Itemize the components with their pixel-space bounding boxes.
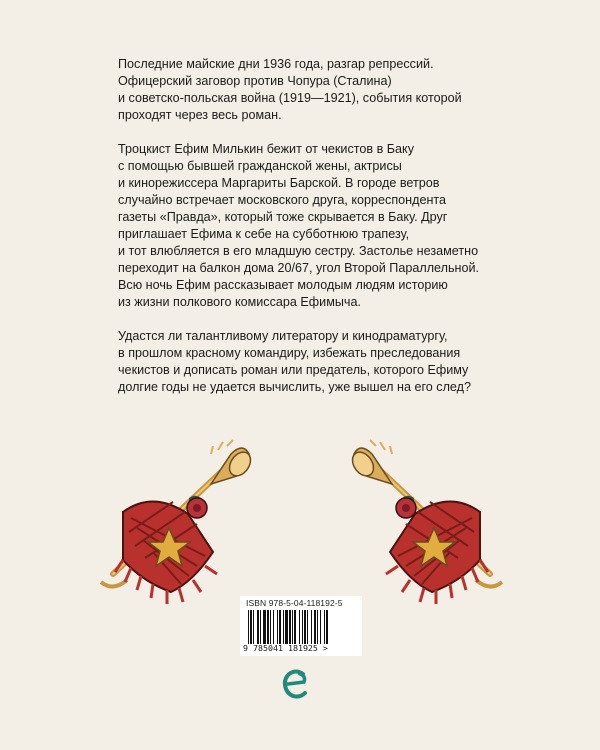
blurb-paragraph-3 (118, 328, 498, 396)
blurb-line: случайно встречает московского друга, корреспондента (118, 193, 447, 207)
blurb-line: Последние майские дни 1936 года, разгар репрессий. (118, 57, 434, 71)
blurb-line: Удастся ли талантливому литератору и кинодраматургу, (118, 329, 448, 343)
blurb-line: Офицерский заговор против Чопура (Сталина) (118, 74, 392, 88)
blurb-line: чекистов и дописать роман или предатель, которого Ефиму (118, 363, 469, 377)
blurb-line: проходят через весь роман. (118, 108, 282, 122)
blurb-line: Троцкист Ефим Милькин бежит от чекистов в Баку (118, 142, 414, 156)
rose-icon (396, 496, 416, 518)
blurb-line: и советско-польская война (1919—1921), события которой (118, 91, 462, 105)
barcode-bars (248, 610, 356, 644)
blurb-line: долгие годы не удается вычислить, уже вышел на его след? (118, 380, 472, 394)
blurb-line: газеты «Правда», который тоже скрывается в Баку. Друг (118, 210, 448, 224)
blurb-paragraph-1 (118, 56, 498, 124)
rose-icon (187, 496, 207, 518)
blurb-line: из жизни полкового комиссара Ефимыча. (118, 295, 361, 309)
barcode-digits: 9 785041 181925 > (243, 643, 328, 653)
blurb-line: Всю ночь Ефим рассказывает молодым людям историю (118, 278, 448, 292)
blurb-line: и тот влюбляется в его младшую сестру. Застолье незаметно (118, 244, 479, 258)
blurb-text (118, 56, 498, 413)
trumpet-banner-star-icon (93, 432, 258, 607)
isbn-label: ISBN 978-5-04-118192-5 (246, 598, 343, 608)
trumpet-banner-star-icon (345, 432, 510, 607)
publisher-e-logo-icon (282, 668, 310, 700)
blurb-line: и кинорежиссера Маргариты Барской. В городе ветров (118, 176, 440, 190)
blurb-line: приглашает Ефима к себе на субботнюю трапезу, (118, 227, 410, 241)
blurb-line: в прошлом красному командиру, избежать преследования (118, 346, 461, 360)
blurb-line: с помощью бывшей гражданской жены, актрисы (118, 159, 402, 173)
blurb-paragraph-2 (118, 141, 498, 311)
barcode (240, 596, 362, 656)
blurb-line: переходит на балкон дома 20/67, угол Второй Параллельной. (118, 261, 480, 275)
